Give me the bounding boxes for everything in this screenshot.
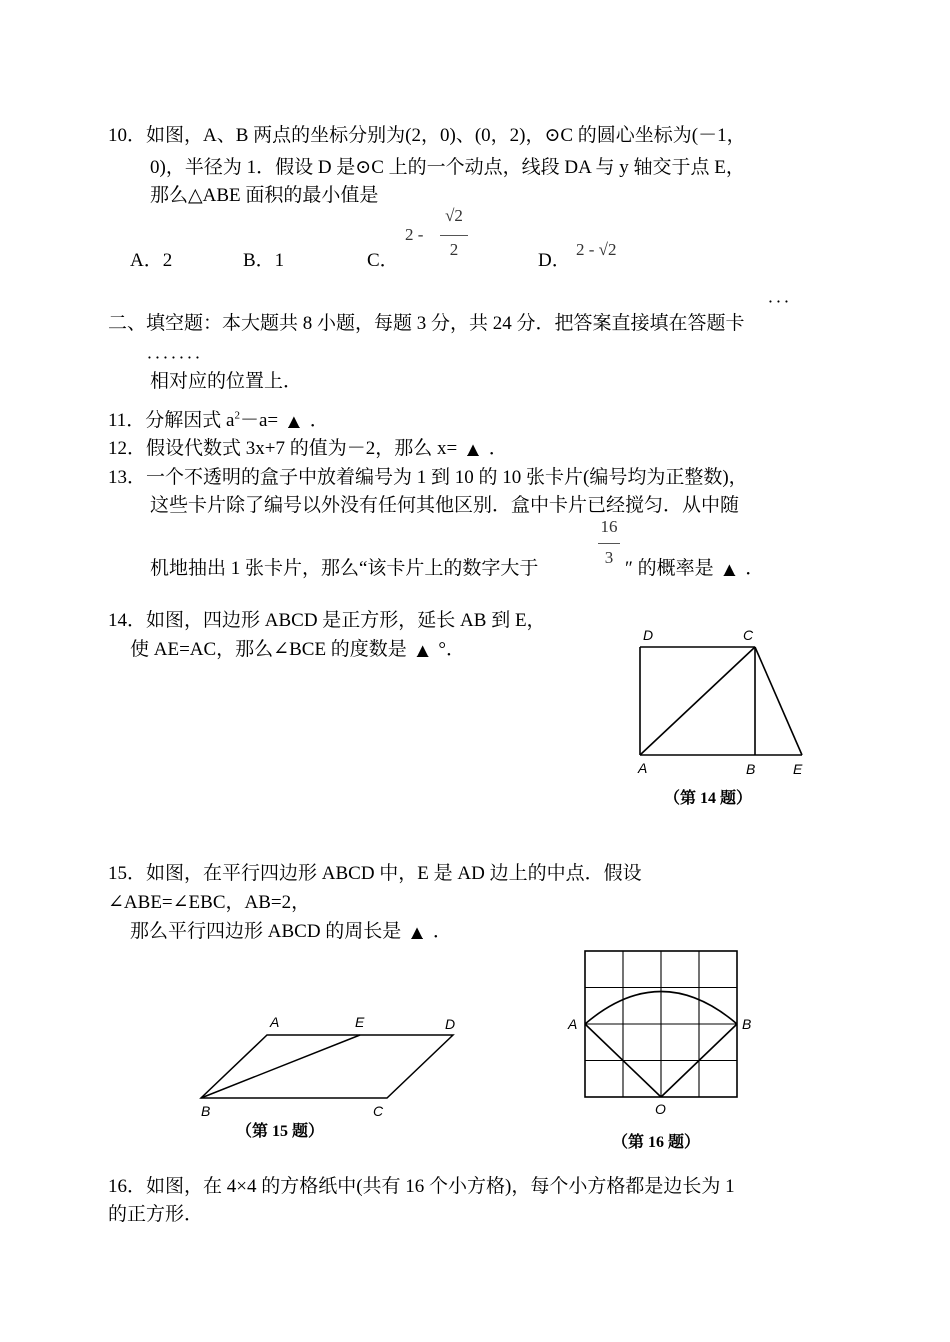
q16-grid-lines <box>585 951 737 1097</box>
q10-option-b[interactable]: B．1 <box>243 250 285 271</box>
q14-text-line1: 如图，四边形 ABCD 是正方形，延长 AB 到 E， <box>146 610 546 631</box>
q15-text-line2: ∠ABE=∠EBC，AB=2， <box>108 892 311 913</box>
q14-line2 <box>130 634 465 661</box>
q13-fraction-denominator: 3 <box>604 548 614 567</box>
q10-line1 <box>108 120 746 147</box>
section2-emphasis-dots-1: ．．． <box>768 289 801 306</box>
q15-caption: （第 15 题） <box>236 1123 325 1140</box>
q12-end: ． <box>488 438 508 459</box>
q12-text: 假设代数式 3x+7 的值为－2，那么 x= <box>146 438 458 459</box>
q14-figure <box>630 622 820 782</box>
q16-label-o: O <box>655 1101 666 1117</box>
q15-text-line3: 那么平行四边形 ABCD 的周长是 <box>130 921 402 942</box>
q13-text-line3: 机地抽出 1 张卡片，那么“该卡片上的数字大于 <box>150 558 539 579</box>
q11 <box>108 405 329 432</box>
q13-fraction-numerator: 16 <box>600 517 618 536</box>
q10-number: 10． <box>108 125 147 146</box>
q13-text-line2: 这些卡片除了编号以外没有任何其他区别．盒中卡片已经搅匀．从中随 <box>150 495 740 516</box>
q16-figure <box>565 945 765 1120</box>
q14-label-d: D <box>643 627 654 643</box>
q15-text-line1: 如图，在平行四边形 ABCD 中，E 是 AD 边上的中点．假设 <box>146 863 642 884</box>
q10-option-d-label: D． <box>538 250 571 271</box>
q10-text-line2: 0)，半径为 1．假设 D 是⊙C 上的一个动点，线段 DA 与 y 轴交于点 E， <box>150 157 745 178</box>
q11-text2: －a= <box>239 410 279 431</box>
q14-caption: （第 14 题） <box>664 790 753 807</box>
q16-text-line1: 如图，在 4×4 的方格纸中(共有 16 个小方格)，每个小方格都是边长为 1 <box>146 1176 735 1197</box>
q14-answer-blank[interactable]: ▲ <box>416 641 429 659</box>
q10-text-line3: 那么△ABE 面积的最小值是 <box>150 185 379 206</box>
q14-label-e: E <box>793 761 803 777</box>
q13-number: 13． <box>108 467 147 488</box>
q12-number: 12． <box>108 438 147 459</box>
q16-text-line2: 的正方形． <box>108 1204 204 1225</box>
q16-line1 <box>108 1171 735 1198</box>
q15-label-a: A <box>270 1014 280 1030</box>
q14-label-a: A <box>638 760 648 776</box>
q13-line1 <box>108 462 748 489</box>
section2-heading-line2: 相对应的位置上． <box>150 371 303 392</box>
q15-parallelogram <box>201 1035 453 1098</box>
q10-option-a[interactable]: A．2 <box>130 250 173 271</box>
q11-text: 分解因式 a <box>145 410 235 431</box>
q15-line1 <box>108 858 642 885</box>
q10-option-d-expr: 2 - √2 <box>576 240 617 259</box>
q10-option-c-numerator: √2 <box>445 206 463 225</box>
q13-end: ． <box>745 558 765 579</box>
q13-line3-tail <box>625 553 764 580</box>
q16-caption: （第 16 题） <box>612 1134 701 1151</box>
q16-label-a: A <box>568 1016 578 1032</box>
q14-number: 14． <box>108 610 147 631</box>
q13-text-line3b: ″ 的概率是 <box>625 558 714 579</box>
q12-answer-blank[interactable]: ▲ <box>467 440 479 458</box>
section2-emphasis-dots-2: ．．．．．．． <box>147 345 212 362</box>
q10-option-c-fraction-bar <box>440 235 468 236</box>
q15-line3 <box>130 916 452 943</box>
q13-text-line1: 一个不透明的盒子中放着编号为 1 到 10 的 10 张卡片(编号均为正整数)， <box>146 467 748 488</box>
q11-number: 11． <box>108 410 146 431</box>
q15-label-d: D <box>445 1016 456 1032</box>
q15-label-e: E <box>355 1014 365 1030</box>
q10-text-line1: 如图，A、B 两点的坐标分别为(2，0)、(0，2)，⊙C 的圆心坐标为(－1， <box>146 125 746 146</box>
q15-number: 15． <box>108 863 147 884</box>
q15-end: ． <box>432 921 452 942</box>
q12 <box>108 433 508 460</box>
q10-option-c-label: C． <box>367 250 399 271</box>
q15-label-c: C <box>373 1103 384 1119</box>
q14-end: °． <box>438 639 465 660</box>
q15-answer-blank[interactable]: ▲ <box>411 923 423 941</box>
q13-fraction-bar <box>598 543 620 544</box>
q10-option-c[interactable] <box>367 245 399 272</box>
q14-edge-ce <box>755 647 802 755</box>
q13-answer-blank[interactable]: ▲ <box>723 560 736 578</box>
q14-diagonal-ac <box>640 647 755 755</box>
q15-segment-be <box>201 1035 360 1098</box>
section2-heading: 二、填空题：本大题共 8 小题，每题 3 分，共 24 分．把答案直接填在答题卡 <box>108 313 745 334</box>
q11-superscript: 2 <box>234 409 240 422</box>
q10-option-c-prefix: 2 - <box>405 225 424 244</box>
q14-line1 <box>108 605 546 632</box>
q11-end: ． <box>309 410 329 431</box>
q15-label-b: B <box>201 1103 211 1119</box>
q11-answer-blank[interactable]: ▲ <box>288 412 300 430</box>
q16-label-b: B <box>742 1016 752 1032</box>
q10-option-c-denominator: 2 <box>449 240 459 259</box>
q14-text-line2: 使 AE=AC，那么∠BCE 的度数是 <box>130 639 407 660</box>
q14-label-b: B <box>746 761 756 777</box>
q16-number: 16． <box>108 1176 147 1197</box>
q10-option-d[interactable] <box>538 245 571 272</box>
q15-figure <box>195 1010 475 1122</box>
q14-label-c: C <box>743 627 754 643</box>
